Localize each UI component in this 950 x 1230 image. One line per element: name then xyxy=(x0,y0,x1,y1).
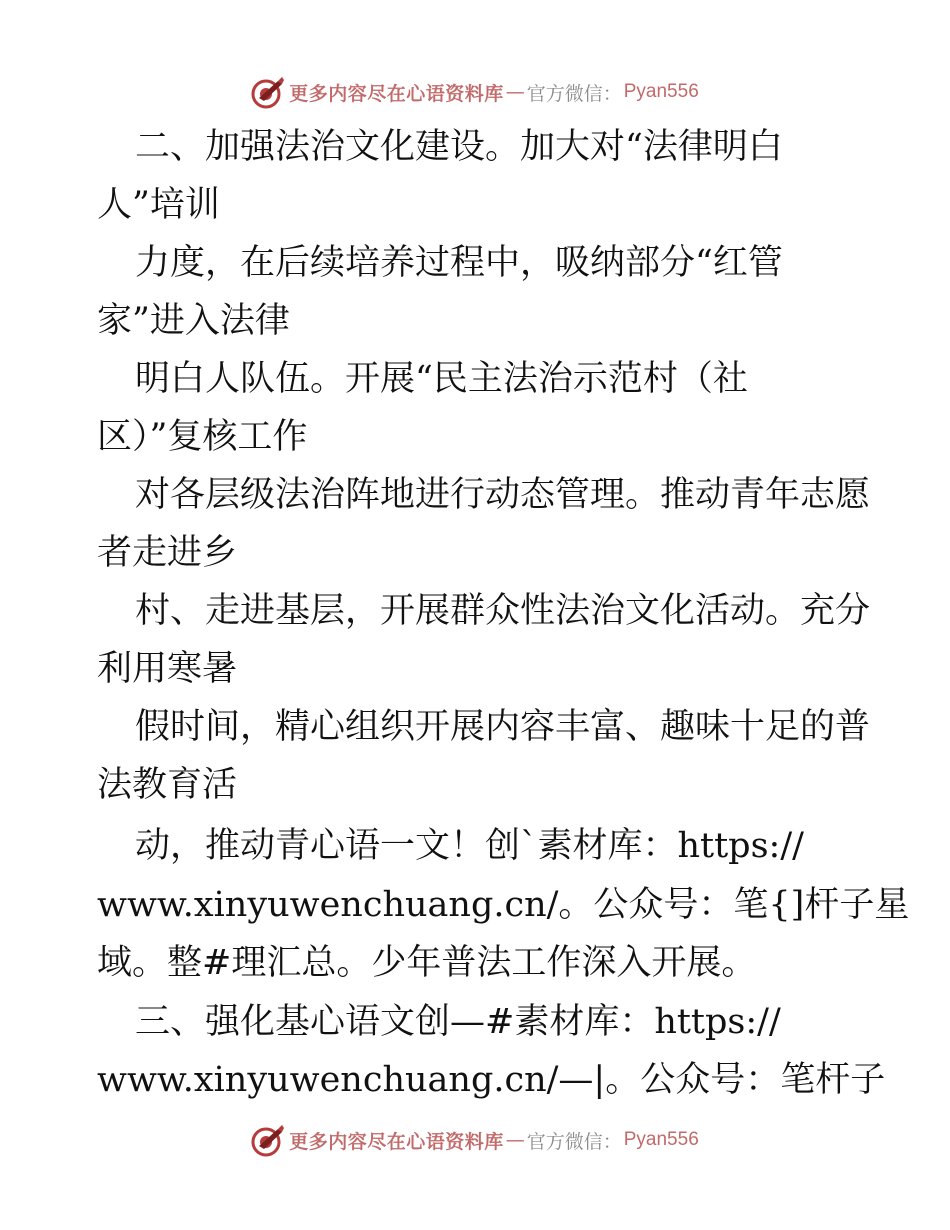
text-line-14: www.xinyuwenchuang.cn/。公众号：笔{]杆子星 xyxy=(97,885,910,925)
text-line-6: 区）”复核工作 xyxy=(97,417,308,457)
header-watermark-label: 官方微信： xyxy=(526,82,622,105)
footer-watermark xyxy=(0,1120,950,1160)
text-line-13: 动，推动青心语一文！创`素材库：https:// xyxy=(135,826,804,866)
header-watermark-text: 更多内容尽在心语资料库 xyxy=(289,82,504,105)
text-line-10: 利用寒暑 xyxy=(97,649,238,689)
text-line-1: 二、加强法治文化建设。加大对“法律明白 xyxy=(135,127,783,167)
text-line-17: www.xinyuwenchuang.cn/—|。公众号：笔杆子 xyxy=(97,1060,886,1100)
footer-watermark-text: 更多内容尽在心语资料库 xyxy=(289,1130,504,1153)
brand-logo-icon xyxy=(251,1123,285,1157)
text-line-9: 村、走进基层，开展群众性法治文化活动。充分 xyxy=(135,591,871,631)
footer-watermark-label: 官方微信： xyxy=(526,1130,622,1153)
text-line-16: 三、强化基心语文创—#素材库：https:// xyxy=(135,1002,781,1042)
text-line-7: 对各层级法治阵地进行动态管理。推动青年志愿 xyxy=(135,475,871,515)
header-watermark-id: Pyan556 xyxy=(623,81,699,102)
text-line-11: 假时间，精心组织开展内容丰富、趣味十足的普 xyxy=(135,707,871,747)
header-watermark-dash: — xyxy=(505,81,525,103)
text-line-2: 人”培训 xyxy=(97,185,220,225)
footer-watermark-dash: — xyxy=(505,1129,525,1151)
text-line-12: 法教育活 xyxy=(97,765,238,805)
text-line-5: 明白人队伍。开展“民主法治示范村（社 xyxy=(135,359,748,399)
footer-watermark-id: Pyan556 xyxy=(623,1129,699,1150)
text-line-3: 力度，在后续培养过程中，吸纳部分“红管 xyxy=(135,243,783,283)
text-line-15: 域。整#理汇总。少年普法工作深入开展。 xyxy=(97,943,757,983)
text-line-8: 者走进乡 xyxy=(97,533,238,573)
text-line-4: 家”进入法律 xyxy=(97,301,290,341)
